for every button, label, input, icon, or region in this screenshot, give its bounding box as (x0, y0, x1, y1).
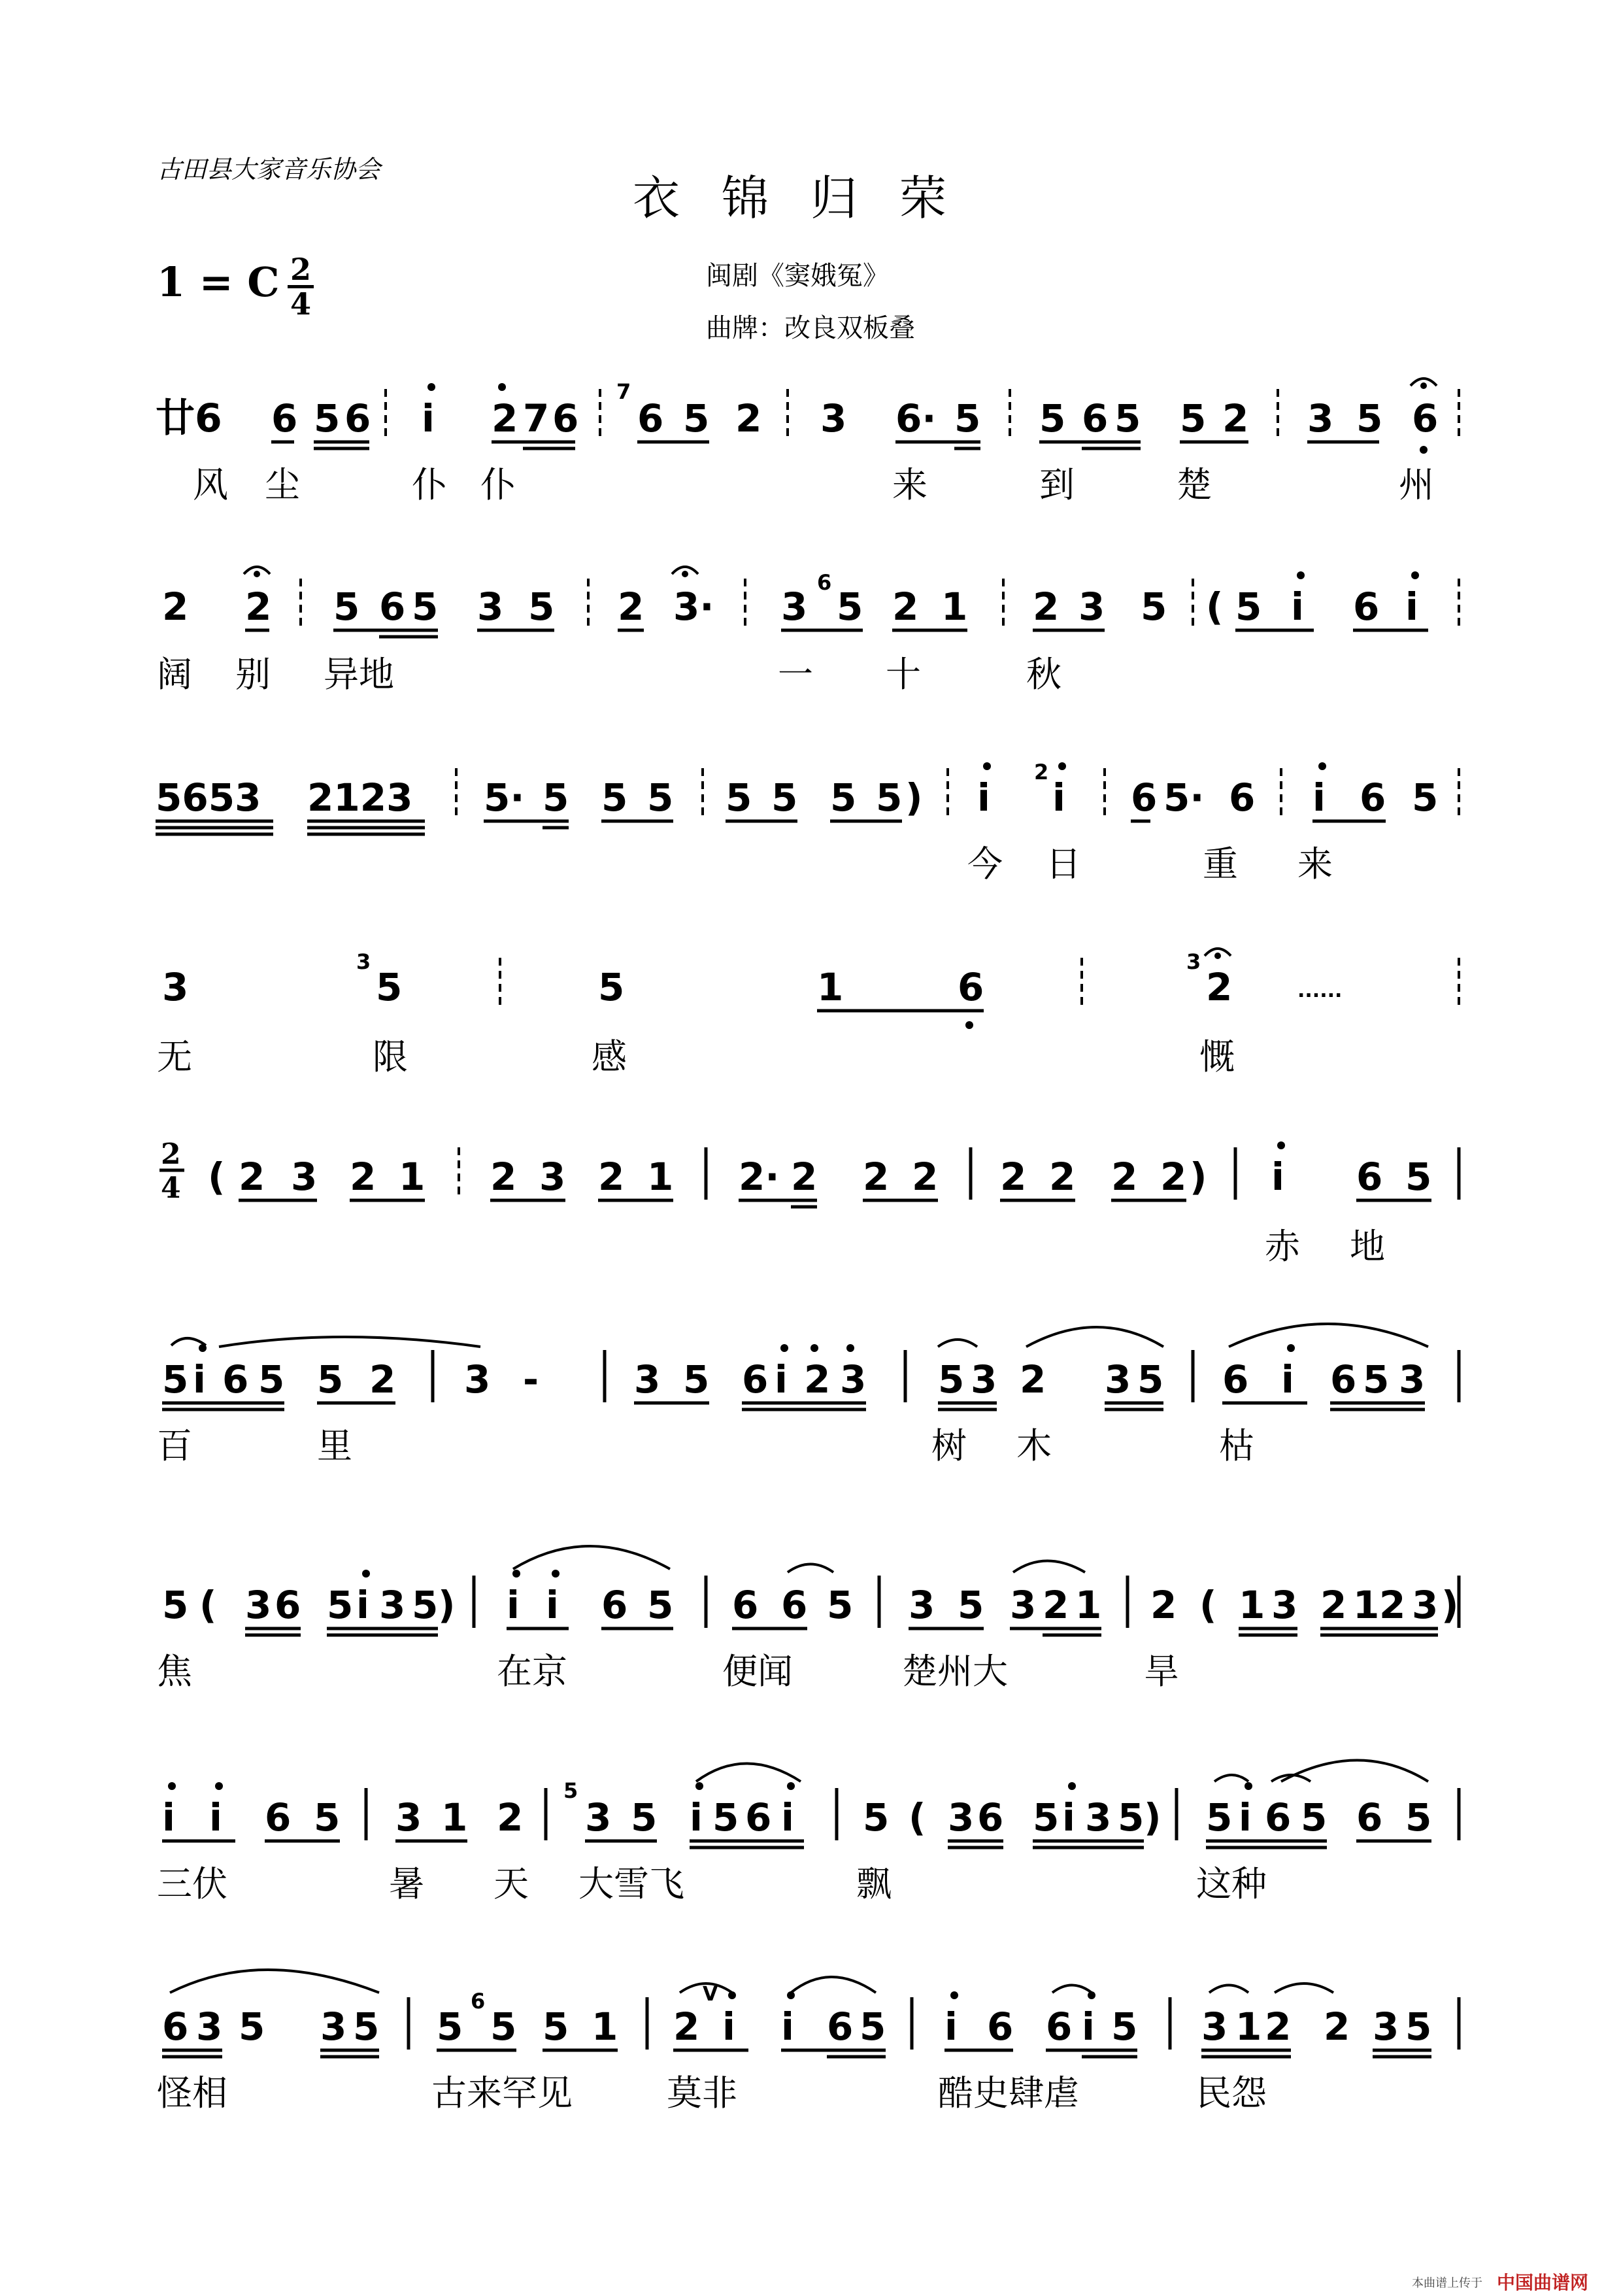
lyrics-line-3 (967, 843, 1333, 885)
svg-text:2: 2 (490, 1155, 517, 1199)
lyric: 无 (157, 1036, 192, 1077)
svg-text:i: i (944, 2004, 958, 2049)
svg-text:6: 6 (222, 1357, 249, 1402)
svg-text:3: 3 (1105, 1357, 1131, 1402)
svg-text:6: 6 (162, 2004, 189, 2049)
svg-text:2: 2 (1043, 1583, 1069, 1627)
svg-text:1: 1 (441, 1795, 468, 1840)
svg-text:5: 5 (830, 775, 857, 820)
svg-text:6: 6 (1131, 775, 1158, 820)
lyric: 暑 (389, 1863, 424, 1904)
lyric: 百 (157, 1425, 192, 1466)
score-line-4 (162, 949, 1459, 1029)
lyric: 木 (1016, 1425, 1052, 1466)
lyric: 赤 (1265, 1226, 1300, 1267)
svg-text:2: 2 (162, 584, 189, 629)
svg-text:5: 5 (1114, 396, 1141, 441)
svg-text:): ) (1190, 1155, 1207, 1199)
svg-text:5: 5 (958, 1583, 984, 1627)
svg-text:2: 2 (892, 584, 919, 629)
svg-text:2: 2 (239, 1155, 265, 1199)
lyric: 日 (1046, 843, 1081, 885)
lyric: 楚 (1177, 464, 1212, 505)
svg-text:1: 1 (399, 1155, 426, 1199)
svg-text:3: 3 (1085, 1795, 1112, 1840)
svg-text:7: 7 (616, 379, 631, 404)
lyric: 一 (778, 654, 813, 695)
svg-text:i: i (1281, 1357, 1294, 1402)
lyric: 别 (235, 654, 271, 695)
svg-text:6: 6 (379, 584, 406, 629)
lyric: 地 (1350, 1226, 1385, 1267)
svg-text:5: 5 (317, 1357, 344, 1402)
lyrics-line-9 (157, 2072, 1267, 2114)
svg-text:5: 5 (863, 1795, 890, 1840)
svg-text:3: 3 (1373, 2004, 1399, 2049)
svg-text:3: 3 (585, 1795, 612, 1840)
svg-text:5: 5 (162, 1583, 189, 1627)
svg-text:5·: 5· (1163, 775, 1205, 820)
site-logo[interactable]: 中国曲谱网 (1497, 2272, 1589, 2293)
svg-text:2: 2 (1111, 1155, 1138, 1199)
svg-text:6: 6 (275, 1583, 301, 1627)
svg-text:6: 6 (1265, 1795, 1292, 1840)
svg-text:2: 2 (350, 1155, 376, 1199)
svg-text:3: 3 (291, 1155, 318, 1199)
lyric: 民怨 (1196, 2072, 1267, 2114)
lyric: 枯 (1219, 1425, 1254, 1466)
svg-text:3: 3 (162, 965, 189, 1009)
svg-text:5: 5 (258, 1357, 285, 1402)
svg-text:i: i (546, 1583, 559, 1627)
svg-text:2: 2 (245, 584, 272, 629)
svg-text:6: 6 (601, 1583, 628, 1627)
lyric: 尘 (265, 464, 300, 505)
key-signature: 1 = C (157, 258, 280, 306)
svg-text:1: 1 (1353, 1583, 1380, 1627)
svg-text:1: 1 (647, 1155, 674, 1199)
svg-text:5: 5 (1141, 584, 1167, 629)
lyric: 风 (193, 464, 228, 505)
svg-text:6: 6 (977, 1795, 1004, 1840)
svg-text:2: 2 (804, 1357, 831, 1402)
lyrics-line-8 (157, 1863, 1267, 1904)
svg-text:6: 6 (344, 396, 371, 441)
svg-text:2: 2 (492, 396, 518, 441)
svg-text:5: 5 (412, 1583, 439, 1627)
svg-text:i: i (1082, 2004, 1095, 2049)
svg-text:6: 6 (987, 2004, 1014, 2049)
svg-text:3: 3 (1078, 584, 1105, 629)
svg-text:5·: 5· (484, 775, 525, 820)
lyric: 古来罕见 (431, 2072, 573, 2114)
svg-text:i: i (1405, 584, 1418, 629)
lyrics-line-7 (157, 1651, 1179, 1692)
svg-text:3: 3 (1399, 1357, 1426, 1402)
svg-text:6: 6 (745, 1795, 772, 1840)
svg-text:3: 3 (1186, 949, 1201, 974)
lyric: 天 (493, 1863, 529, 1904)
lyric: 楚州大 (902, 1651, 1008, 1692)
lyric: 大雪飞 (578, 1863, 684, 1904)
lyric: 飘 (856, 1863, 892, 1904)
svg-text:2: 2 (1034, 760, 1049, 785)
svg-text:4: 4 (161, 1172, 181, 1205)
svg-text:i: i (422, 396, 435, 441)
time-signature: 2 4 (288, 255, 314, 318)
svg-text:i: i (209, 1795, 222, 1840)
svg-text:5: 5 (327, 1583, 354, 1627)
svg-text:i: i (690, 1795, 703, 1840)
svg-text:i: i (1062, 1795, 1075, 1840)
svg-text:2: 2 (1324, 2004, 1350, 2049)
lyric: 酷史肆虐 (938, 2072, 1079, 2114)
score-line-9 (162, 1970, 1459, 2057)
svg-text:3: 3 (1307, 396, 1334, 441)
svg-text:i: i (1312, 775, 1326, 820)
svg-text:5: 5 (1405, 1795, 1432, 1840)
svg-text:5: 5 (1405, 2004, 1432, 2049)
svg-text:3: 3 (1201, 2004, 1228, 2049)
svg-text:5: 5 (1039, 396, 1066, 441)
svg-text:3: 3 (539, 1155, 566, 1199)
lyric: 仆 (480, 464, 516, 505)
svg-text:i: i (781, 1795, 794, 1840)
svg-text:5: 5 (1180, 396, 1207, 441)
svg-text:2: 2 (1020, 1357, 1046, 1402)
svg-text:2: 2 (1150, 1583, 1177, 1627)
lyric: 莫非 (667, 2072, 737, 2114)
lyric: 重 (1203, 843, 1238, 885)
svg-text:5: 5 (353, 2004, 380, 2049)
lyric: 异地 (324, 654, 394, 695)
svg-text:5: 5 (543, 2004, 569, 2049)
svg-text:i: i (775, 1357, 788, 1402)
svg-text:5: 5 (490, 2004, 517, 2049)
lyric: 便闻 (722, 1651, 793, 1692)
lyric: 来 (1297, 843, 1333, 885)
svg-text:i: i (507, 1583, 520, 1627)
svg-text:(: ( (208, 1155, 226, 1199)
svg-text:5: 5 (712, 1795, 739, 1840)
svg-text:6: 6 (1356, 1795, 1383, 1840)
svg-text:6: 6 (1046, 2004, 1073, 2049)
svg-text:5: 5 (437, 2004, 463, 2049)
svg-text:3: 3 (395, 1795, 422, 1840)
opera-name: 闽剧《窦娥冤》 (706, 261, 889, 291)
svg-text:5: 5 (1301, 1795, 1328, 1840)
svg-text:2: 2 (735, 396, 762, 441)
svg-text:i: i (1271, 1155, 1284, 1199)
lyric: 感 (592, 1036, 627, 1077)
svg-text:5: 5 (598, 965, 625, 1009)
svg-text:3: 3 (971, 1357, 997, 1402)
lyric: 秋 (1026, 654, 1061, 695)
svg-text:5: 5 (543, 775, 569, 820)
lyric: 慨 (1199, 1036, 1235, 1077)
svg-text:i: i (781, 2004, 794, 2049)
svg-text:3: 3 (840, 1357, 867, 1402)
svg-text:3: 3 (379, 1583, 406, 1627)
lyric: 旱 (1144, 1651, 1179, 1692)
svg-text:2: 2 (1000, 1155, 1027, 1199)
svg-text:6: 6 (637, 396, 664, 441)
svg-text:5: 5 (162, 1357, 189, 1402)
svg-text:5: 5 (1118, 1795, 1145, 1840)
svg-text:3: 3 (477, 584, 504, 629)
svg-text:3: 3 (320, 2004, 347, 2049)
svg-text:i: i (1239, 1795, 1252, 1840)
svg-text:2: 2 (161, 1138, 181, 1171)
svg-text:2: 2 (1206, 965, 1233, 1009)
footer-note: 本曲谱上传于 (1412, 2276, 1482, 2290)
svg-text:3: 3 (820, 396, 847, 441)
svg-text:i: i (193, 1357, 206, 1402)
svg-text:2: 2 (673, 2004, 700, 2049)
svg-text:6: 6 (1353, 584, 1380, 629)
svg-text:5: 5 (314, 396, 341, 441)
svg-text:3: 3 (948, 1795, 975, 1840)
lyric: 里 (317, 1425, 352, 1466)
svg-text:6: 6 (1229, 775, 1256, 820)
svg-text:廿6: 廿6 (156, 396, 222, 441)
svg-text:6: 6 (271, 396, 298, 441)
score-line-2 (162, 567, 1459, 637)
svg-text:6: 6 (827, 2004, 854, 2049)
svg-text:5653: 5653 (156, 775, 261, 820)
svg-text:3: 3 (356, 949, 371, 974)
svg-text:5: 5 (1033, 1795, 1060, 1840)
svg-text:5: 5 (683, 396, 710, 441)
svg-text:6: 6 (742, 1357, 769, 1402)
lyrics-line-5 (1265, 1226, 1385, 1267)
svg-text:3·: 3· (673, 584, 714, 629)
svg-text:6: 6 (1082, 396, 1109, 441)
svg-text:7: 7 (523, 396, 550, 441)
svg-text:5: 5 (876, 775, 903, 820)
svg-text:5: 5 (827, 1583, 854, 1627)
lyrics-line-1 (193, 464, 1434, 505)
lyric: 今 (967, 843, 1003, 885)
svg-text:5: 5 (647, 1583, 674, 1627)
svg-text:6: 6 (265, 1795, 292, 1840)
svg-text:6: 6 (1412, 396, 1439, 441)
svg-text:3: 3 (634, 1357, 661, 1402)
svg-text:5: 5 (1111, 2004, 1138, 2049)
svg-text:3: 3 (196, 2004, 223, 2049)
svg-text:2: 2 (791, 1155, 818, 1199)
svg-text:5: 5 (412, 584, 439, 629)
svg-text:5: 5 (683, 1357, 710, 1402)
svg-text:2: 2 (912, 1155, 939, 1199)
svg-text:2: 2 (618, 584, 644, 629)
svg-text:2: 2 (1033, 584, 1060, 629)
lyric: 焦 (157, 1651, 192, 1692)
svg-text:5: 5 (726, 775, 752, 820)
svg-text:1: 1 (817, 965, 844, 1009)
svg-text:2: 2 (598, 1155, 625, 1199)
score-line-5 (159, 1138, 1459, 1207)
svg-text:5: 5 (376, 965, 403, 1009)
svg-text:5: 5 (1235, 584, 1262, 629)
svg-text:5: 5 (563, 1778, 578, 1803)
lyric: 到 (1039, 464, 1075, 505)
lyric: 十 (886, 654, 921, 695)
lyrics-line-4 (157, 1036, 1235, 1077)
svg-text:3: 3 (781, 584, 808, 629)
svg-text:6: 6 (732, 1583, 759, 1627)
svg-text:5: 5 (333, 584, 360, 629)
svg-text:5: 5 (1206, 1795, 1233, 1840)
svg-text:......: ...... (1297, 979, 1343, 1002)
song-title: 衣锦归荣 (632, 171, 988, 226)
svg-text:2: 2 (1049, 1155, 1076, 1199)
svg-text:5: 5 (1137, 1357, 1164, 1402)
lyric: 在京 (497, 1651, 567, 1692)
svg-text:(: ( (1199, 1583, 1217, 1627)
svg-text:6: 6 (471, 1989, 486, 2014)
organization-label: 古田县大家音乐协会 (157, 155, 381, 184)
svg-text:1: 1 (941, 584, 968, 629)
svg-text:V: V (703, 1983, 718, 2006)
svg-text:2: 2 (497, 1795, 524, 1840)
svg-text:5: 5 (647, 775, 674, 820)
svg-text:5: 5 (528, 584, 555, 629)
svg-text:2: 2 (369, 1357, 396, 1402)
svg-text:1: 1 (1235, 2004, 1262, 2049)
lyric: 限 (373, 1036, 408, 1077)
svg-text:3: 3 (1271, 1583, 1298, 1627)
svg-text:5: 5 (601, 775, 628, 820)
svg-text:3: 3 (464, 1357, 491, 1402)
lyric: 州 (1399, 464, 1434, 505)
svg-text:5: 5 (771, 775, 798, 820)
score-line-3 (156, 760, 1459, 834)
svg-text:5: 5 (1356, 396, 1383, 441)
svg-text:5: 5 (1405, 1155, 1432, 1199)
svg-text:5: 5 (954, 396, 981, 441)
svg-text:2: 2 (1379, 1583, 1406, 1627)
svg-text:3: 3 (909, 1583, 935, 1627)
svg-text:1: 1 (1075, 1583, 1102, 1627)
svg-text:2: 2 (1265, 2004, 1292, 2049)
svg-text:2123: 2123 (307, 775, 413, 820)
svg-text:): ) (1441, 1583, 1459, 1627)
svg-text:-: - (523, 1357, 539, 1402)
svg-text:i: i (1291, 584, 1304, 629)
svg-text:5: 5 (631, 1795, 658, 1840)
svg-text:6: 6 (1356, 1155, 1383, 1199)
svg-text:1: 1 (592, 2004, 618, 2049)
svg-text:6: 6 (1330, 1357, 1357, 1402)
lyric: 怪相 (157, 2072, 227, 2114)
svg-text:5: 5 (314, 1795, 341, 1840)
svg-text:(: ( (199, 1583, 217, 1627)
lyric: 阔 (157, 654, 192, 695)
svg-text:5: 5 (938, 1357, 965, 1402)
svg-text:3: 3 (245, 1583, 272, 1627)
svg-text:6: 6 (552, 396, 579, 441)
svg-text:6·: 6· (895, 396, 937, 441)
svg-text:6: 6 (781, 1583, 808, 1627)
svg-text:5: 5 (837, 584, 863, 629)
svg-text:5: 5 (1412, 775, 1439, 820)
svg-text:5: 5 (860, 2004, 886, 2049)
svg-text:3: 3 (1010, 1583, 1037, 1627)
lyrics-line-2 (157, 654, 1061, 695)
svg-text:6: 6 (1360, 775, 1386, 820)
svg-text:i: i (356, 1583, 369, 1627)
svg-text:2: 2 (1222, 396, 1249, 441)
tune-name: 曲牌：改良双板叠 (706, 313, 915, 343)
svg-text:6: 6 (1222, 1357, 1249, 1402)
svg-text:3: 3 (1412, 1583, 1439, 1627)
svg-text:i: i (1052, 775, 1065, 820)
svg-text:): ) (1144, 1795, 1161, 1840)
svg-text:): ) (905, 775, 923, 820)
svg-text:i: i (722, 2004, 735, 2049)
svg-text:5: 5 (1363, 1357, 1390, 1402)
svg-text:i: i (162, 1795, 175, 1840)
svg-text:1: 1 (1239, 1583, 1265, 1627)
score-line-6 (162, 1324, 1459, 1410)
score-line-8 (162, 1761, 1459, 1848)
score-line-7 (162, 1546, 1459, 1635)
svg-text:(: ( (1206, 584, 1224, 629)
lyric: 来 (892, 464, 927, 505)
svg-text:5: 5 (239, 2004, 265, 2049)
lyrics-line-6 (157, 1425, 1254, 1466)
svg-text:i: i (977, 775, 990, 820)
svg-text:6: 6 (958, 965, 984, 1009)
svg-text:(: ( (909, 1795, 926, 1840)
svg-text:2: 2 (863, 1155, 890, 1199)
svg-text:6: 6 (817, 570, 832, 595)
lyric: 这种 (1196, 1863, 1267, 1904)
score-line-1 (156, 379, 1459, 454)
lyric: 三伏 (157, 1863, 227, 1904)
svg-text:2: 2 (1160, 1155, 1187, 1199)
svg-text:2·: 2· (739, 1155, 780, 1199)
svg-text:2: 2 (1320, 1583, 1347, 1627)
svg-text:): ) (438, 1583, 456, 1627)
lyric: 仆 (412, 464, 447, 505)
lyric: 树 (931, 1425, 967, 1466)
